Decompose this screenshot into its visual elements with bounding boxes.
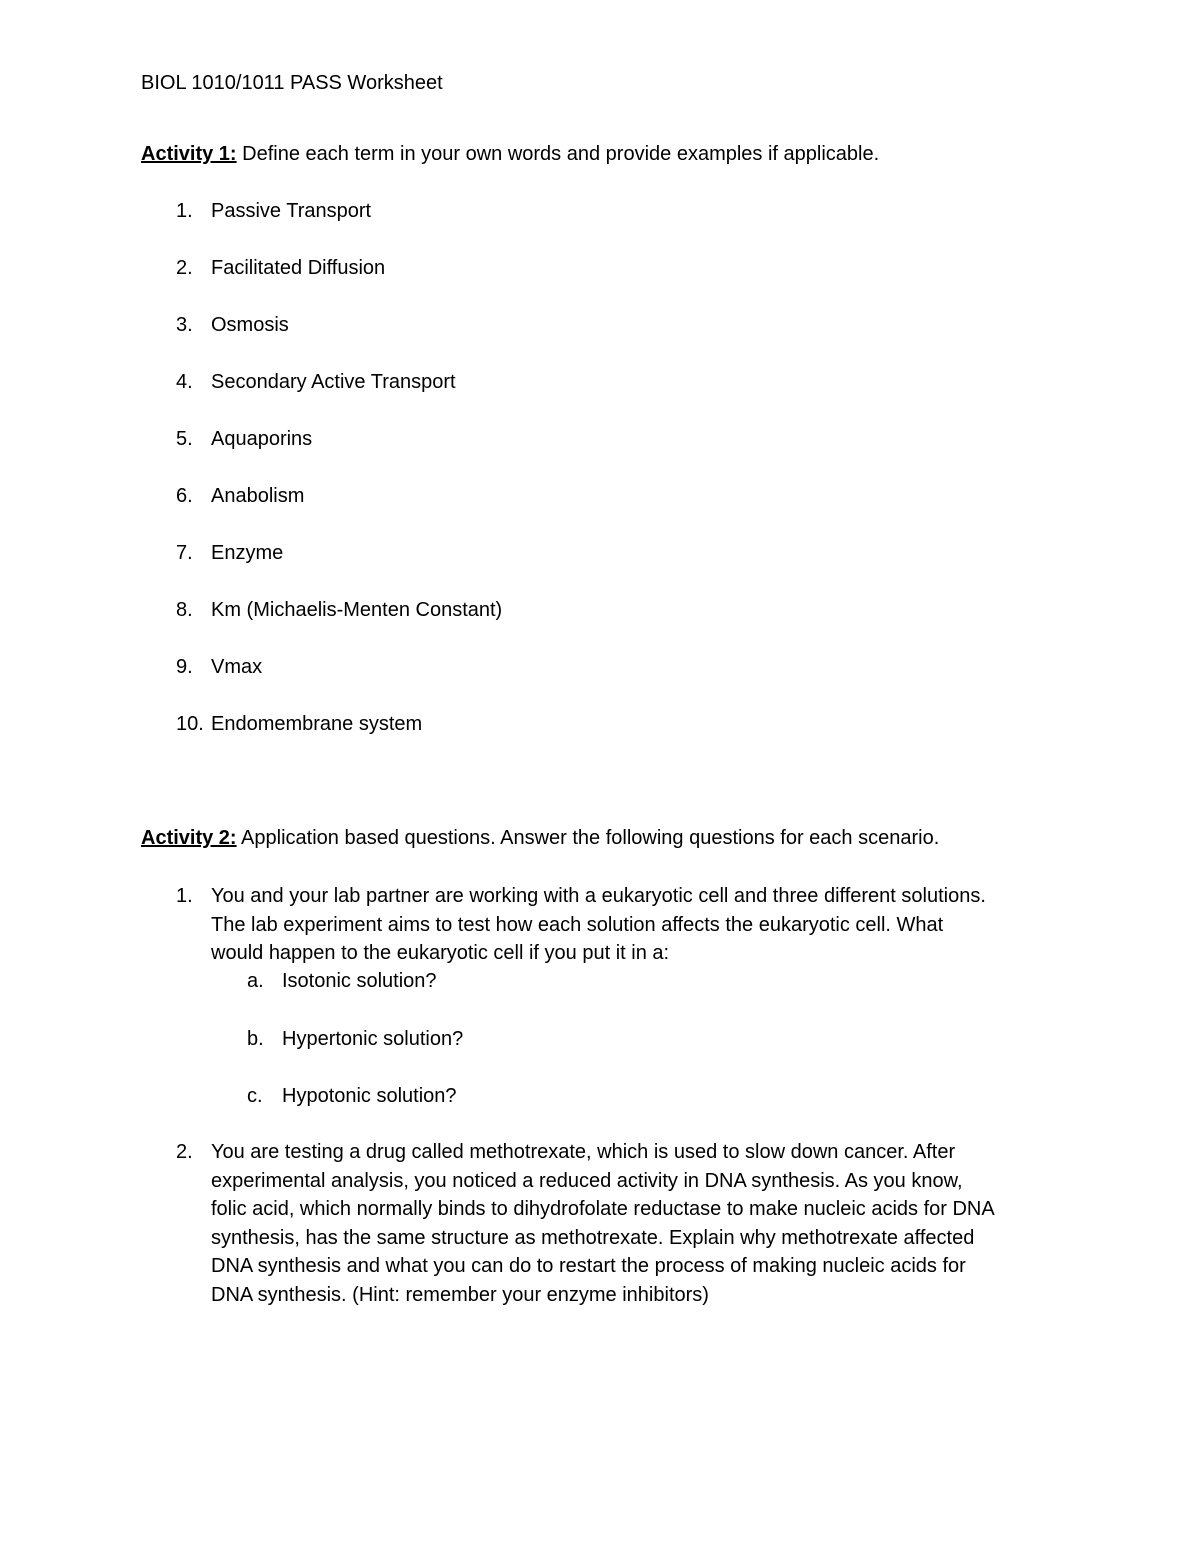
question-line: folic acid, which normally binds to dihydrofolate reductase to make nucleic acids for DNA	[211, 1198, 995, 1220]
term-number: 1.	[176, 200, 193, 222]
term-text: Passive Transport	[211, 200, 372, 222]
activity-1-label: Activity 1:	[141, 143, 237, 165]
activity-1-instruction: Define each term in your own words and provide examples if applicable.	[236, 143, 880, 165]
term-text: Aquaporins	[211, 428, 313, 450]
sub-question-letter: c.	[247, 1085, 263, 1107]
activity-1-heading	[141, 142, 879, 166]
term-number: 7.	[176, 542, 193, 564]
question-line: DNA synthesis. (Hint: remember your enzyme inhibitors)	[211, 1283, 709, 1306]
list-item	[0, 256, 1200, 282]
question-1-number: 1.	[176, 885, 193, 907]
sub-question-text: Isotonic solution?	[282, 970, 437, 992]
sub-question-a	[0, 969, 1200, 995]
question-line: DNA synthesis and what you can do to restart the process of making nucleic acids for	[211, 1255, 966, 1277]
activity-2-label: Activity 2:	[141, 827, 237, 849]
list-item	[0, 484, 1200, 510]
list-item	[0, 712, 1200, 738]
activity-2-heading	[141, 826, 939, 850]
list-item	[0, 541, 1200, 567]
question-line: You and your lab partner are working with a eukaryotic cell and three different solutions.	[211, 885, 986, 907]
question-line: experimental analysis, you noticed a reduced activity in DNA synthesis. As you know,	[211, 1169, 963, 1192]
worksheet-title: BIOL 1010/1011 PASS Worksheet	[141, 72, 443, 94]
question-2-number: 2.	[176, 1141, 193, 1163]
list-item	[0, 199, 1200, 225]
question-1-text	[211, 882, 1071, 968]
term-text: Endomembrane system	[211, 713, 423, 735]
term-number: 6.	[176, 485, 193, 507]
term-number: 8.	[176, 599, 193, 621]
sub-question-letter: a.	[247, 970, 264, 992]
term-number: 5.	[176, 428, 193, 450]
sub-question-b	[0, 1027, 1200, 1053]
term-number: 9.	[176, 656, 193, 678]
list-item	[0, 313, 1200, 339]
sub-question-text: Hypertonic solution?	[282, 1028, 464, 1050]
term-text: Anabolism	[211, 485, 305, 507]
question-line: synthesis, has the same structure as methotrexate. Explain why methotrexate affected	[211, 1226, 975, 1249]
sub-question-c	[0, 1084, 1200, 1110]
question-line: would happen to the eukaryotic cell if you put it in a:	[211, 942, 670, 964]
term-text: Osmosis	[211, 314, 289, 336]
term-number: 2.	[176, 257, 193, 279]
term-text: Vmax	[211, 656, 263, 678]
sub-question-text: Hypotonic solution?	[282, 1085, 457, 1107]
term-number: 10.	[176, 713, 204, 735]
activity-2-instruction: Application based questions. Answer the following questions for each scenario.	[236, 827, 940, 849]
question-line: You are testing a drug called methotrexate, which is used to slow down cancer. After	[211, 1141, 956, 1163]
sub-question-letter: b.	[247, 1028, 264, 1050]
term-number: 4.	[176, 371, 193, 393]
term-text: Enzyme	[211, 542, 284, 564]
list-item	[0, 370, 1200, 396]
term-text: Secondary Active Transport	[211, 371, 456, 393]
list-item	[0, 598, 1200, 624]
term-number: 3.	[176, 314, 193, 336]
term-text: Km (Michaelis-Menten Constant)	[211, 599, 503, 621]
term-text: Facilitated Diffusion	[211, 257, 386, 279]
question-2-text	[211, 1138, 1071, 1309]
list-item	[0, 655, 1200, 681]
question-line: The lab experiment aims to test how each solution affects the eukaryotic cell. What	[211, 913, 944, 936]
list-item	[0, 427, 1200, 453]
